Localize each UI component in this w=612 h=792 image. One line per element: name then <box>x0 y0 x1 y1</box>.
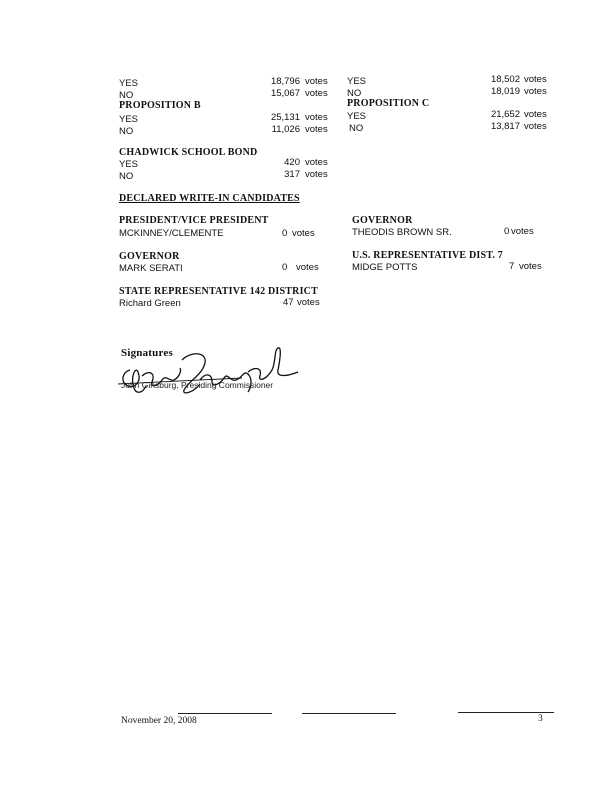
left-yes-label: YES <box>119 78 139 89</box>
us-rep-unit: votes <box>519 261 542 272</box>
us-rep-value: 7 <box>509 261 515 272</box>
chadwick-yes-label: YES <box>119 159 139 170</box>
governor-right-value: 0 <box>504 226 510 237</box>
page-number: 3 <box>538 714 543 724</box>
governor-left-value: 0 <box>282 262 288 273</box>
left-yes-value: 18,796 <box>270 76 300 87</box>
footer-date: November 20, 2008 <box>121 716 197 726</box>
chadwick-no-value: 317 <box>284 169 300 180</box>
prop-b-yes-unit: votes <box>305 112 328 123</box>
prop-b-no-unit: votes <box>305 124 328 135</box>
president-heading: PRESIDENT/VICE PRESIDENT <box>119 215 269 226</box>
governor-right-name: THEODIS BROWN SR. <box>352 227 452 238</box>
us-rep-name: MIDGE POTTS <box>352 262 418 273</box>
state-rep-unit: votes <box>297 297 320 308</box>
chadwick-heading: CHADWICK SCHOOL BOND <box>119 147 258 158</box>
governor-right-unit: votes <box>511 226 534 237</box>
right-no-label: NO <box>347 88 362 99</box>
chadwick-no-label: NO <box>119 171 134 182</box>
signatures-heading: Signatures <box>121 347 173 359</box>
prop-c-no-value: 13,817 <box>490 121 520 132</box>
prop-b-no-label: NO <box>119 126 134 137</box>
state-rep-heading: STATE REPRESENTATIVE 142 DISTRICT <box>119 286 318 297</box>
president-value: 0 <box>282 228 288 239</box>
governor-right-heading: GOVERNOR <box>352 215 413 226</box>
prop-b-heading: PROPOSITION B <box>119 100 201 111</box>
state-rep-name: Richard Green <box>119 298 181 309</box>
prop-c-yes-label: YES <box>347 111 367 122</box>
governor-left-name: MARK SERATI <box>119 263 183 274</box>
left-yes-unit: votes <box>305 76 328 87</box>
left-no-value: 15,067 <box>270 88 300 99</box>
prop-b-yes-value: 25,131 <box>270 112 300 123</box>
president-unit: votes <box>292 228 315 239</box>
chadwick-no-unit: votes <box>305 169 328 180</box>
state-rep-value: 47 <box>283 297 294 308</box>
prop-b-no-value: 11,026 <box>271 124 300 135</box>
prop-c-yes-unit: votes <box>524 109 547 120</box>
right-no-unit: votes <box>524 86 547 97</box>
prop-c-no-unit: votes <box>524 121 547 132</box>
signature-caption: John Ginsburg, Presiding Commissioner <box>121 380 274 390</box>
prop-c-heading: PROPOSITION C <box>347 98 430 109</box>
right-yes-label: YES <box>347 76 367 87</box>
prop-c-no-label: NO <box>349 123 364 134</box>
governor-left-unit: votes <box>296 262 319 273</box>
left-no-label: NO <box>119 90 134 101</box>
right-yes-unit: votes <box>524 74 547 85</box>
signature-line-1 <box>178 713 272 714</box>
president-name: MCKINNEY/CLEMENTE <box>119 228 224 239</box>
handwritten-signature <box>112 342 302 402</box>
prop-b-yes-label: YES <box>119 114 139 125</box>
right-no-value: 18,019 <box>490 86 520 97</box>
us-rep-heading: U.S. REPRESENTATIVE DIST. 7 <box>352 250 503 261</box>
chadwick-yes-unit: votes <box>305 157 328 168</box>
governor-left-heading: GOVERNOR <box>119 251 180 262</box>
prop-c-yes-value: 21,652 <box>490 109 520 120</box>
signature-line-3 <box>458 712 554 713</box>
left-no-unit: votes <box>305 88 328 99</box>
chadwick-yes-value: 420 <box>284 157 300 168</box>
writein-heading: DECLARED WRITE-IN CANDIDATES <box>119 193 300 204</box>
right-yes-value: 18,502 <box>490 74 520 85</box>
signature-line-2 <box>302 713 396 714</box>
